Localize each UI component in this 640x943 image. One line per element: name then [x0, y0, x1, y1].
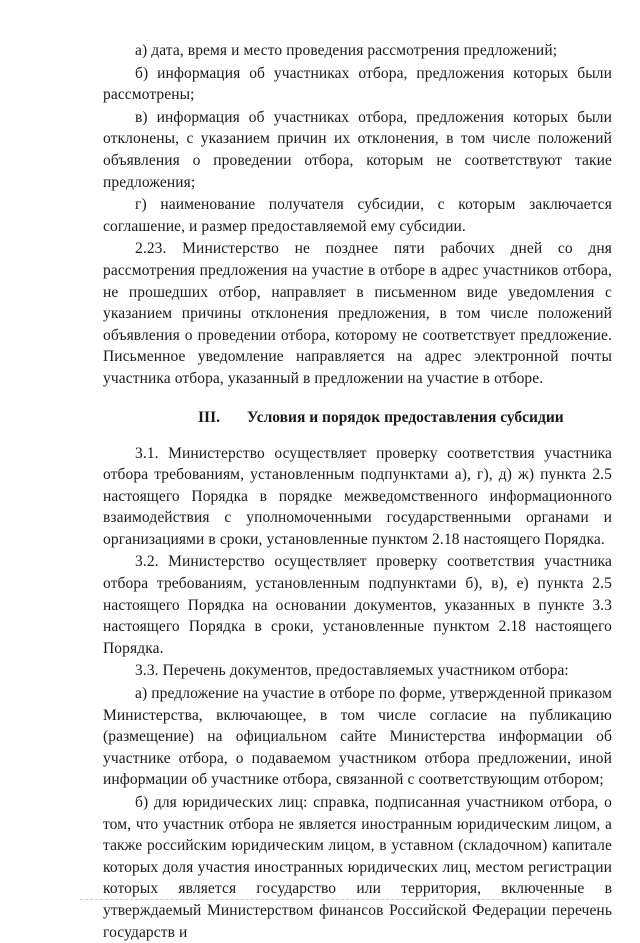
- paragraph-3-3-a: а) предложение на участие в отборе по форме, утвержденной приказом Министерства, включающее, в том числе согласие на публикацию (размещение) на официальном сайте Министерства информации об участнике отбора, о подаваемом участником отбора предложении, иной информации об участнике отбора, связанной с соответствующим отбором;: [103, 685, 612, 789]
- section-heading: [103, 407, 612, 429]
- paragraph-item-v: в) информация об участниках отбора, предложения которых были отклонены, с указанием причин их отклонения, в том числе положений объявления о проведении отбора, которым не соответствуют такие предложения;: [103, 108, 612, 191]
- paragraph-item-b: б) информация об участниках отбора, предложения которых были рассмотрены;: [103, 64, 612, 104]
- paragraph-3-1: 3.1. Министерство осуществляет проверку соответствия участника отбора требованиям, установленным подпунктами а), г), д) ж) пункта 2.5 настоящего Порядка в порядке межведомственного информационного взаимодействия с уполномоченными государственными органами и организациями в сроки, установленные пунктом 2.18 настоящего Порядка.: [103, 444, 612, 548]
- scan-edge-line: [80, 899, 580, 901]
- paragraph-item-a: а) дата, время и место проведения рассмотрения предложений;: [135, 42, 558, 59]
- section-title: Условия и порядок предоставления субсидии: [247, 408, 564, 426]
- paragraph-item-g: г) наименование получателя субсидии, с которым заключается соглашение, и размер предоставляемой ему субсидии.: [103, 196, 612, 235]
- section-number: III.: [198, 408, 220, 426]
- paragraph-3-3: 3.3. Перечень документов, предоставляемых участником отбора:: [135, 662, 569, 680]
- paragraph-3-3-b: б) для юридических лиц: справка, подписанная участником отбора, о том, что участник отбора не является иностранным юридическим лицом, а также российским юридическим лицом, в уставном (складочном) капитале которых доля участия иностранных юридических лиц, местом регистрации которых является государство или территория, включенные в утверждаемый Министерством финансов Российской Федерации перечень государств и: [103, 794, 612, 941]
- paragraph-3-2: 3.2. Министерство осуществляет проверку соответствия участника отбора требованиям, установленным подпунктами б), в), е) пункта 2.5 настоящего Порядка на основании документов, указанных в пункте 3.3 настоящего Порядка в сроки, установленные пунктом 2.18 настоящего Порядка.: [103, 553, 612, 657]
- paragraph-2-23: 2.23. Министерство не позднее пяти рабочих дней со дня рассмотрения предложения на участие в отборе в адрес участников отбора, не прошедших отбор, направляет в письменном виде уведомления с указанием причины отклонения предложения, в том числе положений объявления о проведении отбора, которому не соответствует предложение. Письменное уведомление направляется на адрес электронной почты участника отбора, указанный в предложении на участие в отборе.: [103, 240, 612, 387]
